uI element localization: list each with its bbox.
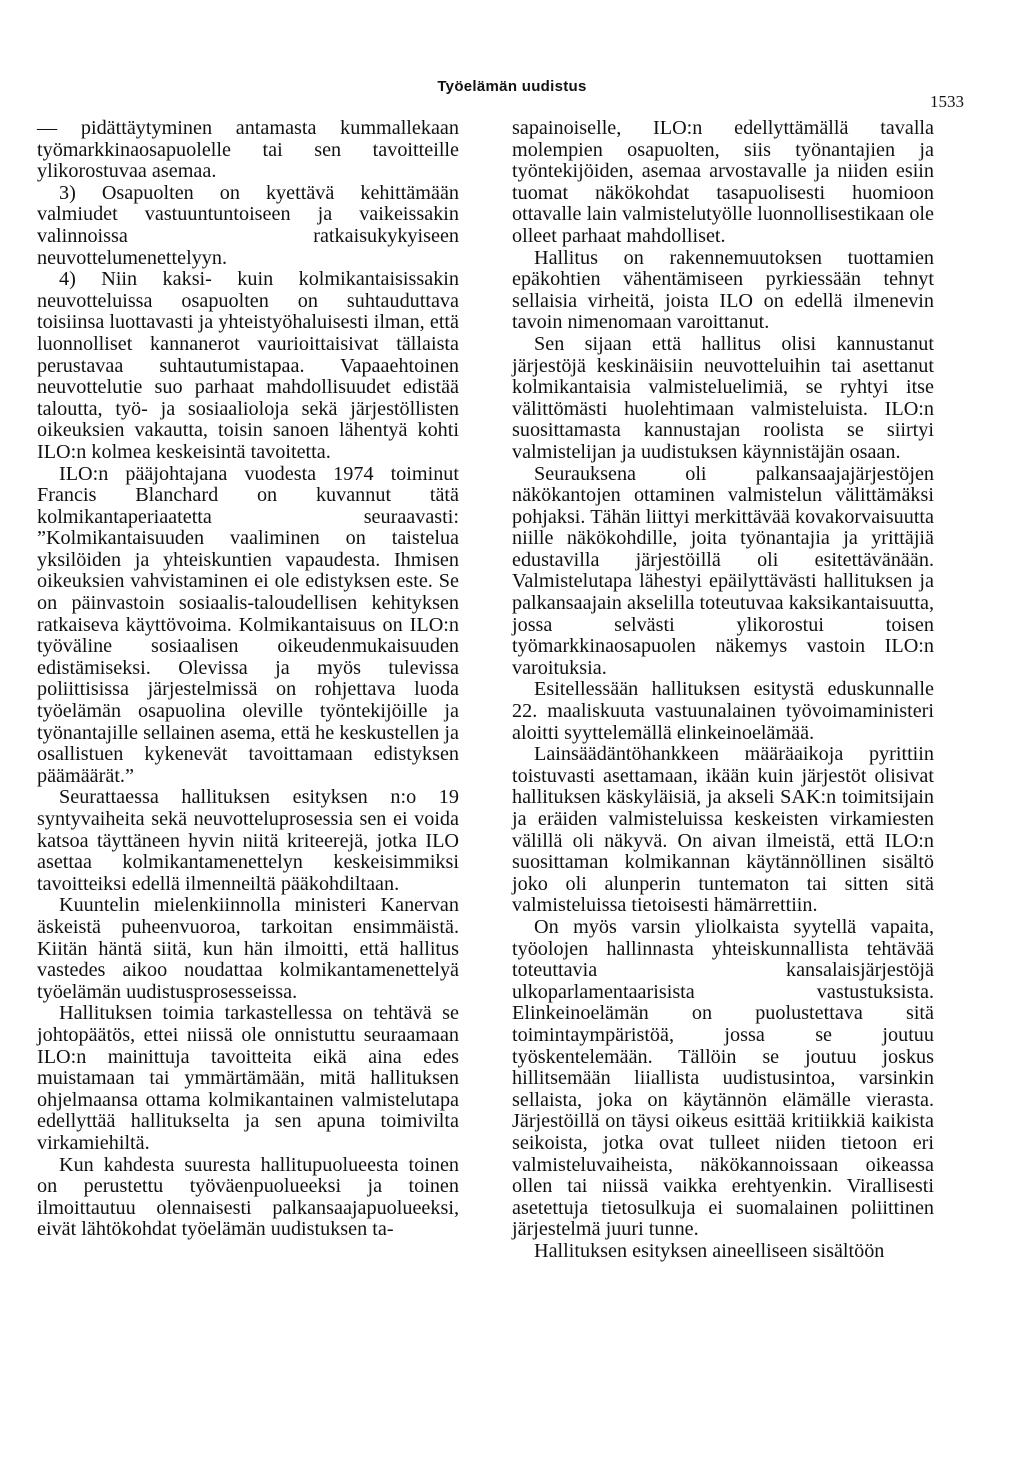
left-column <box>37 118 459 1241</box>
paragraph: Kun kahdesta suuresta hallitupuolueesta toinen on perustettu työväenpuolueeksi ja toinen ilmoittautuu olennaisesti palkansaajapuolueeksi, eivät lähtökohdat työelämän uudistuksen ta- <box>37 1153 459 1241</box>
paragraph: Kuuntelin mielenkiinnolla ministeri Kanervan äskeistä puheenvuoroa, tarkoitan ensimmäistä. Kiitän häntä siitä, kun hän ilmoitti, että hallitus vastedes aikoo noudattaa kolmikantamenettelyä työelämän uudistusprosesseissa. <box>37 894 459 1003</box>
paragraph: Lainsäädäntöhankkeen määräaikoja pyrittiin toistuvasti asettamaan, ikään kuin järjestöt olisivat hallituksen käskyläisiä, ja akseli SAK:n toimitsijain ja eräiden valmisteluissa keskeisten virkamiesten välillä oli näkyvä. On aivan ilmeistä, että ILO:n suosittaman kolmikannan käytännöllinen sisältö joko oli alunperin tuntematon tai sitten sitä valmisteluissa tietoisesti hämärrettiin. <box>512 743 934 917</box>
paragraph: ILO:n pääjohtajana vuodesta 1974 toiminut Francis Blanchard on kuvannut tätä kolmikantaperiaatetta seuraavasti: ”Kolmikantaisuuden vaaliminen on taistelua yksilöiden ja yhteiskuntien vapaudesta. Ihmisen oikeuksien vahvistaminen ei ole edistyksen este. Se on päinvastoin sosiaalis-taloudellisen kehityksen ratkaiseva käyttövoima. Kolmikantaisuus on ILO:n työväline sosiaalisen oikeudenmukaisuuden edistämiseksi. Olevissa ja myös tulevissa poliittisissa järjestelmissä on rohjettava luoda työelämän osapuolina oleville työntekijöille ja työnantajille sellainen asema, että he keskustellen ja osallistuen kykenevät tavoittamaan edistyksen päämäärät.” <box>37 462 459 787</box>
paragraph: 3) Osapuolten on kyettävä kehittämään valmiudet vastuuntuntoiseen ja vaikeissakin valinnoissa ratkaisukykyiseen neuvottelumenettelyyn. <box>37 181 459 269</box>
paragraph: Seurattaessa hallituksen esityksen n:o 19 syntyvaiheita sekä neuvotteluprosessia sen ei voida katsoa täyttäneen hyvin niitä kriteerejä, jotka ILO asettaa kolmikantamenettelyn keskeisimmiksi tavoitteiksi edellä ilmenneiltä pääkohdiltaan. <box>37 786 459 895</box>
paragraph: Sen sijaan että hallitus olisi kannustanut järjestöjä keskinäisiin neuvotteluihin tai asettanut kolmikantaisia valmisteluelimiä, se ryhtyi itse välittömästi huolehtimaan valmisteluista. ILO:n suosittamasta kannustajan roolista se siirtyi valmistelijan ja uudistuksen käynnistäjän osaan. <box>512 332 934 463</box>
right-column <box>512 118 934 1262</box>
paragraph: On myös varsin yliolkaista syytellä vapaita, työolojen hallinnasta yhteiskunnallista tehtävää toteuttavia kansalaisjärjestöjä ulkoparlamentaarisista vastustuksista. Elinkeinoelämän on puolustettava sitä toimintaympäristöä, jossa se joutuu työskentelemään. Tällöin se joutuu joskus hillitsemään liiallista uudistusintoa, varsinkin sellaista, joka on käytännön elämälle vierasta. Järjestöillä on täysi oikeus esittää kritiikkiä kaikista seikoista, jotka ovat tulleet niiden tietoon eri valmisteluvaiheista, näkökannoissaan oikeassa ollen tai niissä vaikka erehtyenkin. Virallisesti asetettuja tietosulkuja ei suomalainen poliittinen järjestelmä juuri tunne. <box>512 915 934 1241</box>
page-number: 1533 <box>930 92 964 111</box>
header-title: Työelämän uudistus <box>437 78 587 95</box>
paragraph: Hallituksen esityksen aineelliseen sisältöön <box>534 1239 885 1262</box>
paragraph: Hallitus on rakennemuutoksen tuottamien epäkohtien vähentämiseen pyrkiessään tehnyt sellaisia virheitä, joista ILO on edellä ilmenevin tavoin nimenomaan varoittanut. <box>512 246 934 334</box>
paragraph: — pidättäytyminen antamasta kummallekaan työmarkkinaosapuolelle tai sen tavoitteille ylikorostuvaa asemaa. <box>37 117 459 183</box>
paragraph: Seurauksena oli palkansaajajärjestöjen näkökantojen ottaminen valmistelun välittämäksi pohjaksi. Tähän liittyi merkittävää kovakorvaisuutta niille näkökohdille, joita työnantajia ja yrittäjiä edustavilla järjestöillä oli esitettävänään. Valmistelutapa lähestyi epäilyttävästi hallituksen ja palkansaajain akselilla toteutuvaa kaksikantaisuutta, jossa selvästi ylikorostui toisen työmarkkinaosapuolen näkemys vastoin ILO:n varoituksia. <box>512 462 934 679</box>
paragraph: Esitellessään hallituksen esitystä eduskunnalle 22. maaliskuuta vastuunalainen työvoimaministeri aloitti syyttelemällä elinkeinoelämää. <box>512 678 934 744</box>
paragraph: 4) Niin kaksi- kuin kolmikantaisissakin neuvotteluissa osapuolten on suhtauduttava toisiinsa luottavasti ja yhteistyöhaluisesti ilman, että luonnolliset kannanerot vaurioittaisivat tällaista perustavaa suhtautumistapaa. Vapaaehtoinen neuvottelutie suo parhaat mahdollisuudet edistää taloutta, työ- ja sosiaalioloja sekä järjestöllisten oikeuksien vakautta, toisin sanoen lähentyä kohti ILO:n kolmea keskeisintä tavoitetta. <box>37 268 459 463</box>
paragraph: Hallituksen toimia tarkastellessa on tehtävä se johtopäätös, ettei niissä ole onnistuttu seuraamaan ILO:n mainittuja tavoitteita eikä aina edes muistamaan tai ymmärtämään, mitä hallituksen ohjelmaansa ottama kolmikantainen valmistelutapa edellyttää hallitukselta ja sen apuna toimivilta virkamiehiltä. <box>37 1002 459 1154</box>
paragraph: sapainoiselle, ILO:n edellyttämällä tavalla molempien osapuolten, siis työnantajien ja työntekijöiden, asemaa arvostavalle ja niiden esiin tuomat näkökohdat tasapuolisesti huomioon ottavalle lain valmistelutyölle luonnollisestikaan ole olleet parhaat mahdolliset. <box>512 117 934 247</box>
